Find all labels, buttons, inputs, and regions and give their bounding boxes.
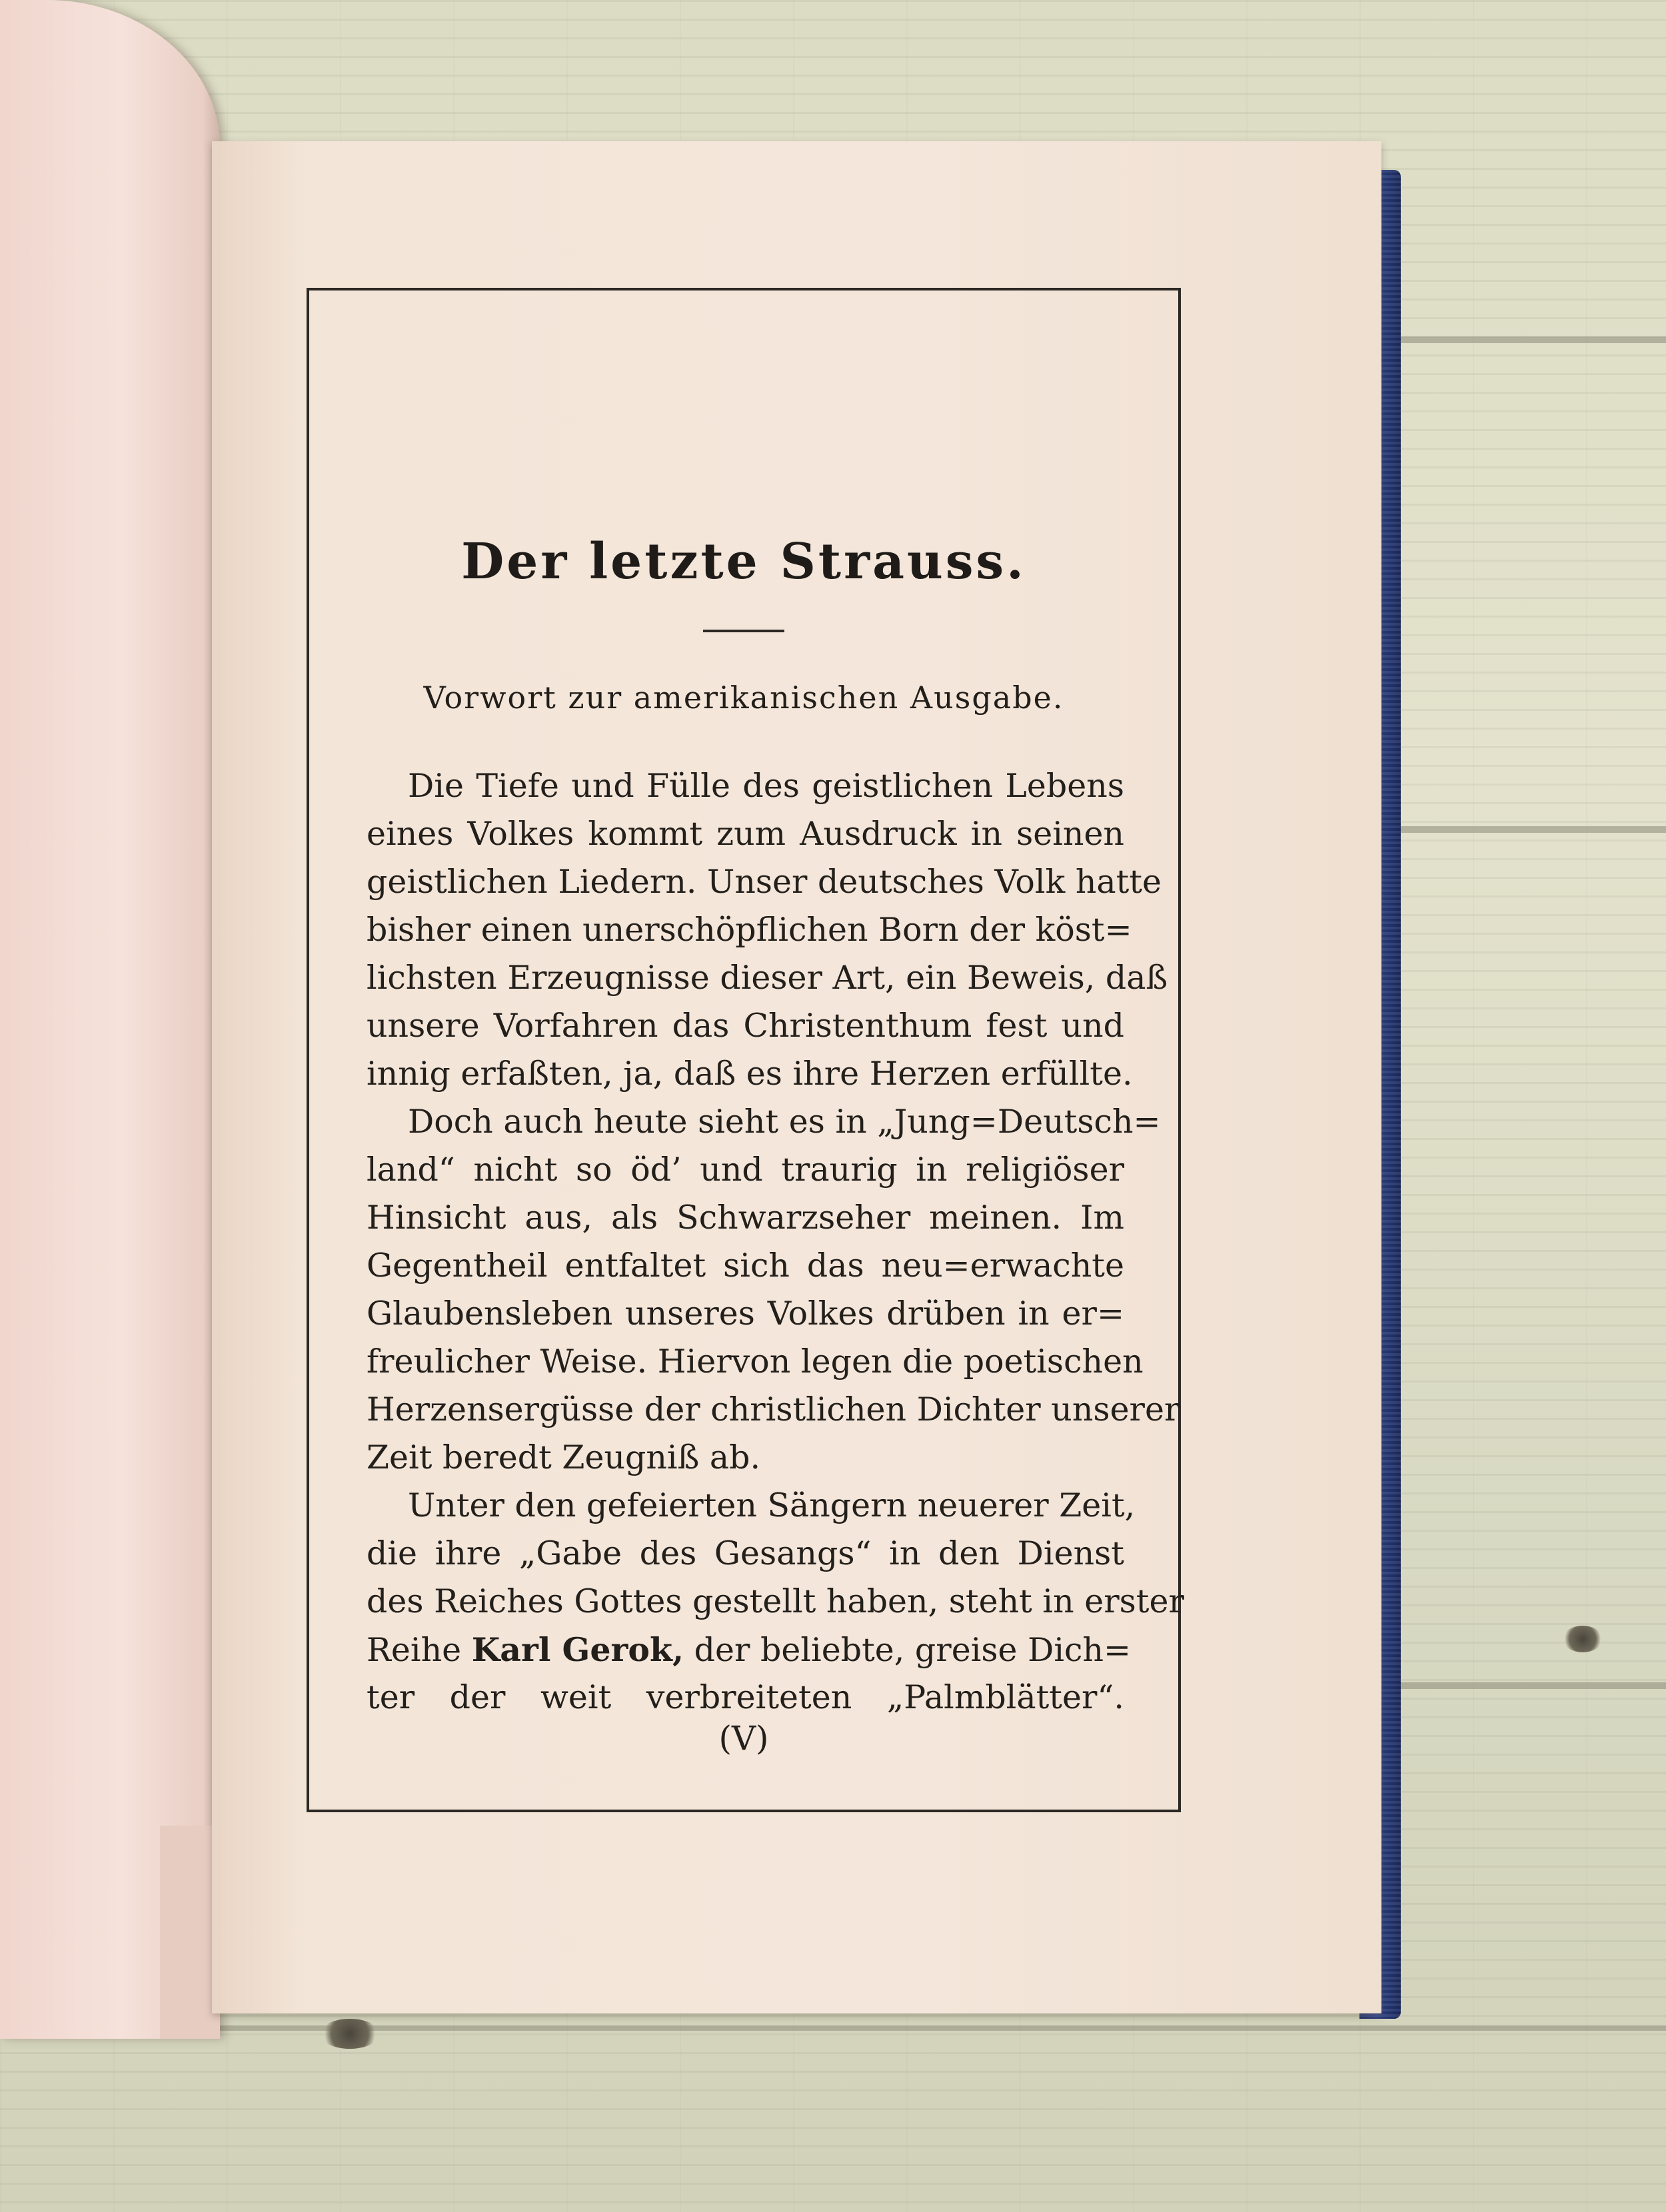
text-run: der beliebte, greise Dich= [684,1631,1132,1669]
text-line: Unter den gefeierten Sängern neuerer Zeit, [408,1486,1136,1524]
text-line: lichsten Erzeugnisse dieser Art, ein Beweis, daß [367,959,1168,997]
wood-knot [1563,1626,1603,1652]
text-line: geistlichen Liedern. Unser deutsches Volk hatte [367,863,1162,901]
text-line: Doch auch heute sieht es in „Jung=Deutsch= [408,1103,1161,1141]
text-line: ter der weit verbreiteten „Palmblätter“. [367,1678,1124,1716]
text-line: des Reiches Gottes gestellt haben, steht in erster [367,1582,1184,1620]
table-plank-seam [0,2025,1666,2031]
text-line: Herzensergüsse der christlichen Dichter unserer [367,1390,1180,1428]
text-line: die ihre „Gabe des Gesangs“ in den Dienst [367,1534,1124,1572]
text-line: Zeit beredt Zeugniß ab. [367,1438,761,1476]
title-rule [703,630,784,632]
wood-knot [320,2019,380,2049]
section-heading: Vorwort zur amerikanischen Ausgabe. [423,680,1064,716]
text-line: Glaubensleben unseres Volkes drüben in er= [367,1295,1124,1333]
text-line: eines Volkes kommt zum Ausdruck in seinen [367,815,1124,853]
page-number: (V) [718,1719,769,1758]
left-page-worn-edge [160,1826,220,2039]
table-plank-seam [1399,336,1666,343]
text-line: unsere Vorfahren das Christenthum fest und [367,1007,1124,1045]
table-plank-seam [1399,1682,1666,1689]
left-page [0,0,220,2039]
text-run: Reihe [367,1631,472,1669]
text-line: bisher einen unerschöpflichen Born der köst= [367,911,1132,949]
text-line: Hinsicht aus, als Schwarzseher meinen. Im [367,1199,1124,1237]
text-line: innig erfaßten, ja, daß es ihre Herzen erfüllte. [367,1055,1133,1093]
text-line [367,1626,1132,1673]
table-plank-seam [1399,826,1666,833]
text-line: Die Tiefe und Fülle des geistlichen Lebens [408,767,1124,805]
text-line: freulicher Weise. Hiervon legen die poetischen [367,1343,1144,1381]
page-title: Der letzte Strauss. [461,533,1026,590]
author-name: Karl Gerok, [471,1630,684,1669]
text-line: Gegentheil entfaltet sich das neu=erwachte [367,1247,1124,1285]
text-line: land“ nicht so öd’ und traurig in religiöser [367,1151,1124,1189]
